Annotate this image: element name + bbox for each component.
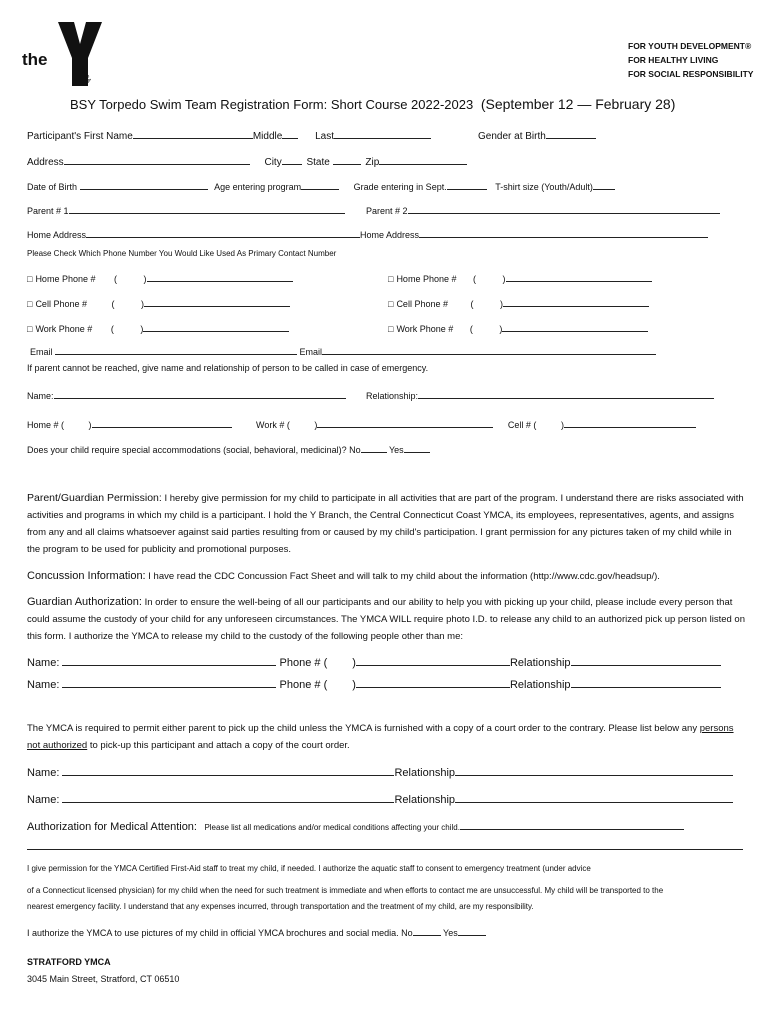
- emergency-cell-label: Cell # (: [507, 420, 537, 430]
- email-label: Email: [299, 347, 323, 357]
- medical-line-2: of a Connecticut licensed physician) for my child when the need for such treatment is immediate and when efforts to contact me are unsuccessful. My child will be transported to the: [27, 886, 664, 895]
- gender-field[interactable]: [546, 127, 596, 139]
- email-row: [30, 343, 656, 357]
- emergency-relationship-field[interactable]: [418, 387, 714, 399]
- cell-phone-field[interactable]: [144, 295, 290, 307]
- emergency-name-field[interactable]: [54, 387, 346, 399]
- emergency-work-field[interactable]: [317, 416, 493, 428]
- age-label: Age entering program: [214, 182, 302, 192]
- city-field[interactable]: [282, 153, 302, 165]
- work-phone-field[interactable]: [502, 320, 648, 332]
- paren: ): [352, 657, 356, 669]
- work-phone-row-1: [27, 320, 289, 334]
- tagline-line: FOR YOUTH DEVELOPMENT®: [628, 41, 752, 51]
- first-name-field[interactable]: [133, 127, 253, 139]
- cell-phone-label: Cell Phone #: [396, 299, 448, 309]
- not-authorized-text-after: to pick-up this participant and attach a copy of the court order.: [89, 740, 350, 751]
- parent1-field[interactable]: [69, 202, 345, 214]
- ymca-y-icon: [50, 18, 110, 90]
- guardian-relationship-label: Relationship: [509, 679, 571, 691]
- guardian-name-field[interactable]: [62, 676, 276, 688]
- home-phone-row-2: [388, 270, 652, 284]
- email-field[interactable]: [55, 343, 297, 355]
- guardian-relationship-label: Relationship: [509, 657, 571, 669]
- guardian-relationship-field[interactable]: [571, 676, 721, 688]
- paren: ): [143, 274, 147, 284]
- pictures-no-field[interactable]: [413, 924, 441, 936]
- ymca-logo: [50, 18, 110, 95]
- dob-label: Date of Birth: [27, 182, 78, 192]
- guardian-heading: Guardian Authorization:: [27, 596, 142, 608]
- dob-row: [27, 178, 615, 192]
- paren: ): [141, 299, 145, 309]
- checkbox[interactable]: □: [27, 324, 33, 334]
- paren: ): [314, 420, 318, 430]
- participant-name-row: [27, 127, 431, 142]
- paren: ): [352, 679, 356, 691]
- footer-org: STRATFORD YMCA: [27, 957, 111, 967]
- not-authorized-name-label: Name:: [27, 794, 60, 806]
- middle-name-label: Middle: [252, 131, 283, 142]
- grade-field[interactable]: [447, 178, 487, 190]
- parent2-row: [366, 202, 720, 216]
- paren: ): [140, 324, 144, 334]
- checkbox[interactable]: □: [388, 274, 394, 284]
- accommodations-row: [27, 441, 430, 455]
- pictures-yes-field[interactable]: [458, 924, 486, 936]
- emergency-home-label: Home # (: [27, 420, 65, 430]
- cell-phone-row-2: [388, 295, 649, 309]
- guardian-paragraph: [27, 594, 747, 645]
- home-phone-label: Home Phone #: [396, 274, 457, 284]
- home-address-row: [27, 226, 708, 240]
- paren: ): [499, 324, 503, 334]
- not-authorized-name-field[interactable]: [62, 764, 394, 776]
- paren: ): [500, 299, 504, 309]
- persons-not-authorized-text: persons not authorized: [27, 723, 734, 751]
- work-phone-label: Work Phone #: [396, 324, 454, 334]
- dob-field[interactable]: [80, 178, 208, 190]
- cell-phone-row-1: [27, 295, 290, 309]
- medical-line-3: nearest emergency facility. I understand that any expenses incurred, through transportation and the treatment of my child, are my responsibility.: [27, 902, 534, 911]
- tshirt-field[interactable]: [593, 178, 615, 190]
- home-phone-label: Home Phone #: [35, 274, 96, 284]
- accommodations-no-field[interactable]: [361, 441, 387, 453]
- not-authorized-relationship-label: Relationship: [394, 767, 456, 779]
- paren: (: [470, 299, 474, 309]
- home-address-field[interactable]: [86, 226, 360, 238]
- tagline-line: FOR SOCIAL RESPONSIBILITY: [628, 69, 754, 79]
- not-authorized-relationship-field[interactable]: [455, 791, 733, 803]
- guardian-phone-label: Phone # (: [279, 679, 328, 691]
- paren: (: [110, 324, 114, 334]
- not-authorized-paragraph: [27, 720, 747, 754]
- not-authorized-relationship-label: Relationship: [394, 794, 456, 806]
- medical-row: [27, 817, 684, 835]
- medical-line-1: I give permission for the YMCA Certified First-Aid staff to treat my child, if needed. I authorize the aquatic staff to consent to emergency treatment (under advice: [27, 864, 591, 873]
- logo-the-text: the: [22, 50, 48, 69]
- form-title-dates: (September 12 — February 28): [480, 96, 676, 112]
- grade-label: Grade entering in Sept.: [353, 182, 447, 192]
- pictures-yes-label: Yes: [443, 928, 458, 938]
- tshirt-label: T-shirt size (Youth/Adult): [495, 182, 593, 192]
- checkbox[interactable]: □: [27, 299, 33, 309]
- home-phone-field[interactable]: [506, 270, 652, 282]
- home-address2-label: Home Address: [360, 230, 420, 240]
- first-name-label: Participant's First Name: [27, 131, 133, 142]
- not-authorized-name-field[interactable]: [62, 791, 394, 803]
- zip-field[interactable]: [379, 153, 467, 165]
- guardian-relationship-field[interactable]: [571, 654, 721, 666]
- not-authorized-text: The YMCA is required to permit either parent to pick up the child unless the YMCA is furnished with a copy of a court order to the contrary. Please list below any: [27, 723, 698, 734]
- medical-extra-line[interactable]: [27, 849, 743, 850]
- cell-phone-label: Cell Phone #: [35, 299, 87, 309]
- email-label: Email: [30, 347, 53, 357]
- concussion-heading: Concussion Information:: [27, 570, 146, 582]
- medical-field[interactable]: [460, 818, 684, 830]
- footer-address: 3045 Main Street, Stratford, CT 06510: [27, 974, 180, 984]
- pictures-text: I authorize the YMCA to use pictures of my child in official YMCA brochures and social media. No: [27, 928, 413, 938]
- permission-text: I hereby give permission for my child to participate in all activities that are part of the program. I understand there are risks associated with activities and programs in which my child is a participant. I hold the Y Branch, the Central Connecticut Coast YMCA, its employees, representatives, agents, and assigns from any and all claims whatsoever against said parties resulting from or caused by my child's participation. I grant permission for any pictures taken of my child while in the program to be used for publicity and promotional purposes.: [27, 493, 744, 555]
- paren: ): [560, 420, 564, 430]
- guardian-person-row-1: [27, 654, 721, 669]
- guardian-name-field[interactable]: [62, 654, 276, 666]
- paren: ): [502, 274, 506, 284]
- emergency-relationship-row: [366, 387, 714, 401]
- work-phone-row-2: [388, 320, 648, 334]
- state-label: State: [306, 157, 330, 168]
- guardian-text: In order to ensure the well-being of all our participants and our ability to help you with picking up your child, please include every person that could assume the custody of your child for any unforeseen circumstances. The YMCA WILL require photo I.D. to release any child to an authorized pick up person listed on this form. I authorize the YMCA to release my child to the custody of the following people other than me:: [27, 597, 745, 642]
- paren: ): [88, 420, 92, 430]
- accommodations-label: Does your child require special accommodations (social, behavioral, medicinal)? No: [27, 445, 361, 455]
- checkbox[interactable]: □: [388, 324, 394, 334]
- parent2-field[interactable]: [408, 202, 720, 214]
- accommodations-yes-field[interactable]: [404, 441, 430, 453]
- paren: (: [473, 274, 476, 284]
- concussion-text: I have read the CDC Concussion Fact Sheet and will talk to my child about the information (http://www.cdc.gov/headsup/).: [148, 571, 660, 582]
- not-authorized-name-label: Name:: [27, 767, 60, 779]
- accommodations-yes-label: Yes: [389, 445, 404, 455]
- emergency-home-field[interactable]: [92, 416, 232, 428]
- emergency-name-label: Name:: [27, 391, 54, 401]
- paren: (: [114, 274, 117, 284]
- checkbox[interactable]: □: [27, 274, 33, 284]
- not-authorized-relationship-field[interactable]: [455, 764, 733, 776]
- zip-label: Zip: [365, 157, 380, 168]
- permission-paragraph: [27, 490, 747, 558]
- last-name-label: Last: [315, 131, 334, 142]
- parent1-row: [27, 202, 345, 216]
- checkbox[interactable]: □: [388, 299, 394, 309]
- gender-row: [478, 127, 596, 142]
- logo-ymca-text: YMCA: [77, 65, 92, 85]
- guardian-phone-field[interactable]: [356, 654, 510, 666]
- last-name-field[interactable]: [334, 127, 431, 139]
- emergency-cell-field[interactable]: [564, 416, 696, 428]
- emergency-relationship-label: Relationship:: [366, 391, 419, 401]
- phone-note: Please Check Which Phone Number You Would Like Used As Primary Contact Number: [27, 249, 337, 258]
- state-field[interactable]: [333, 153, 361, 165]
- address-label: Address: [27, 157, 64, 168]
- home-address-label: Home Address: [27, 230, 87, 240]
- tagline-line: FOR HEALTHY LIVING: [628, 55, 719, 65]
- guardian-person-row-2: [27, 676, 721, 691]
- guardian-phone-label: Phone # (: [279, 657, 328, 669]
- work-phone-field[interactable]: [143, 320, 289, 332]
- work-phone-label: Work Phone #: [35, 324, 93, 334]
- guardian-phone-field[interactable]: [356, 676, 510, 688]
- tagline: [628, 39, 753, 81]
- not-authorized-row-2: [27, 791, 733, 806]
- paren: (: [111, 299, 115, 309]
- not-authorized-row-1: [27, 764, 733, 779]
- age-field[interactable]: [301, 178, 339, 190]
- paren: (: [469, 324, 473, 334]
- emergency-phone-row: [27, 416, 696, 430]
- form-title: [70, 96, 675, 112]
- parent1-label: Parent # 1: [27, 206, 69, 216]
- emergency-intro: If parent cannot be reached, give name and relationship of person to be called in case of emergency.: [27, 363, 429, 373]
- gender-label: Gender at Birth: [478, 131, 546, 142]
- address-field[interactable]: [64, 153, 250, 165]
- parent2-label: Parent # 2: [366, 206, 408, 216]
- medical-note: Please list all medications and/or medical conditions affecting your child.: [204, 823, 460, 832]
- home-phone-row-1: [27, 270, 293, 284]
- emergency-work-label: Work # (: [256, 420, 290, 430]
- city-label: City: [264, 157, 282, 168]
- email-field[interactable]: [322, 343, 656, 355]
- home-address2-field[interactable]: [419, 226, 708, 238]
- guardian-name-label: Name:: [27, 679, 60, 691]
- emergency-name-row: [27, 387, 346, 401]
- medical-heading: Authorization for Medical Attention:: [27, 821, 197, 833]
- middle-name-field[interactable]: [282, 127, 298, 139]
- home-phone-field[interactable]: [147, 270, 293, 282]
- guardian-name-label: Name:: [27, 657, 60, 669]
- form-title-text: BSY Torpedo Swim Team Registration Form: Short Course 2022-2023: [70, 97, 474, 112]
- address-row: [27, 153, 467, 168]
- cell-phone-field[interactable]: [503, 295, 649, 307]
- permission-heading: Parent/Guardian Permission:: [27, 492, 162, 504]
- concussion-row: [27, 570, 660, 582]
- pictures-row: [27, 924, 486, 938]
